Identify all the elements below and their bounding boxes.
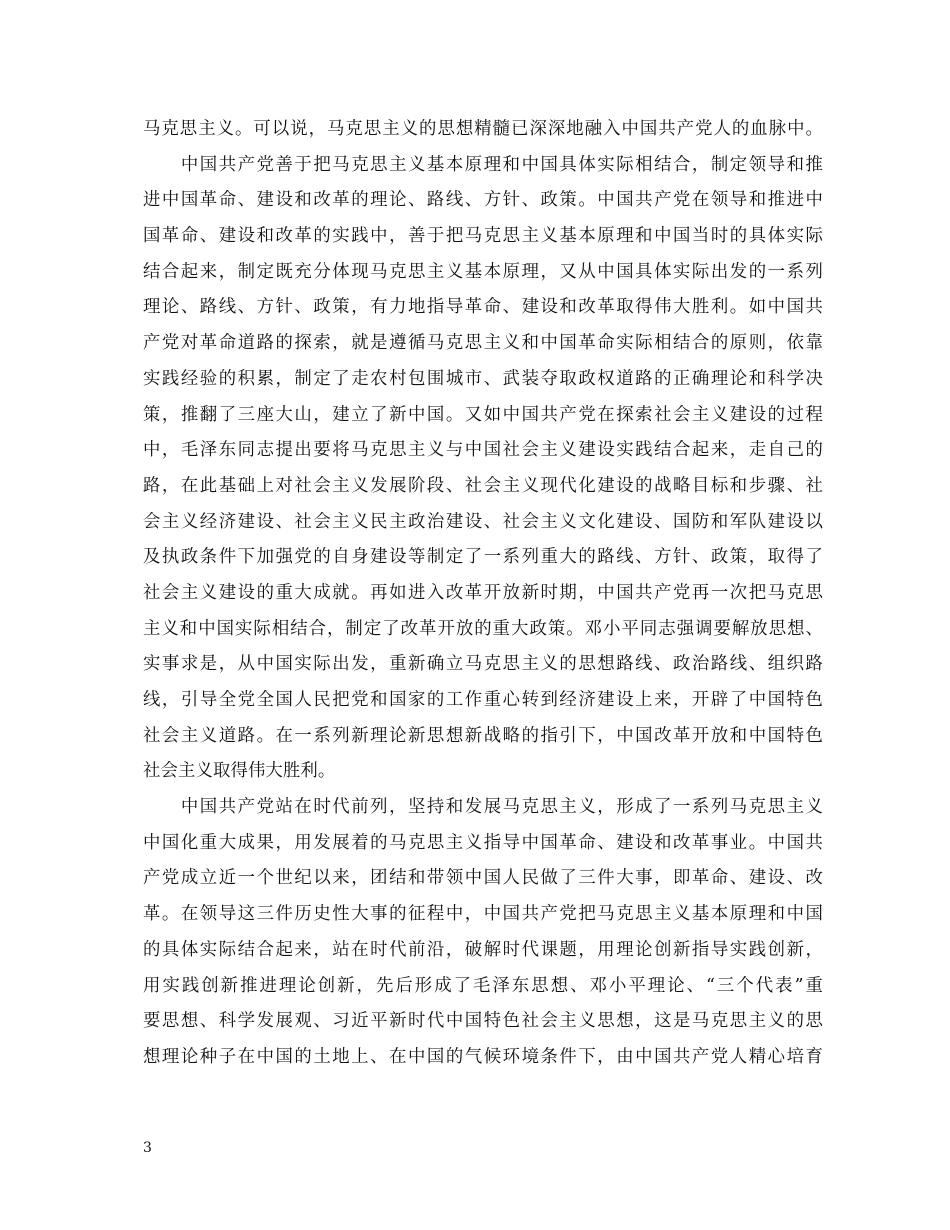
text-line: 革。在领导这三件历史性大事的征程中，中国共产党把马克思主义基本原理和中国 — [143, 904, 823, 925]
text-line: 线，引导全党全国人民把党和国家的工作重心转到经济建设上来，开辟了中国特色 — [143, 690, 823, 710]
text-line: 路，在此基础上对社会主义发展阶段、社会主义现代化建设的战略目标和步骤、社 — [143, 475, 823, 496]
text-line: 结合起来，制定既充分体现马克思主义基本原理，又从中国具体实际出发的一系列 — [143, 261, 823, 282]
text-line: 中国化重大成果，用发展着的马克思主义指导中国革命、建设和改革事业。中国共 — [143, 832, 823, 853]
text-line: 社会主义建设的重大成就。再如进入改革开放新时期，中国共产党再一次把马克思 — [143, 582, 823, 603]
text-line: 中国共产党站在时代前列，坚持和发展马克思主义，形成了一系列马克思主义 — [143, 797, 823, 818]
text-line: 国革命、建设和改革的实践中，善于把马克思主义基本原理和中国当时的具体实际 — [143, 226, 823, 247]
text-line: 马克思主义。可以说，马克思主义的思想精髓已深深地融入中国共产党人的血脉中。 — [143, 119, 823, 139]
text-line: 中国共产党善于把马克思主义基本原理和中国具体实际相结合，制定领导和推 — [143, 154, 823, 175]
text-line: 及执政条件下加强党的自身建设等制定了一系列重大的路线、方针、政策，取得了 — [143, 547, 823, 568]
text-line: 的具体实际结合起来，站在时代前沿，破解时代课题，用理论创新指导实践创新， — [143, 939, 823, 960]
body-text — [143, 112, 823, 1076]
text-line: 会主义经济建设、社会主义民主政治建设、社会主义文化建设、国防和军队建设以 — [143, 511, 823, 532]
text-line: 社会主义道路。在一系列新理论新思想新战略的指引下，中国改革开放和中国特色 — [143, 725, 823, 746]
text-line: 策，推翻了三座大山，建立了新中国。又如中国共产党在探索社会主义建设的过程 — [143, 404, 823, 425]
text-line: 主义和中国实际相结合，制定了改革开放的重大政策。邓小平同志强调要解放思想、 — [143, 618, 823, 639]
text-line: 想理论种子在中国的土地上、在中国的气候环境条件下，由中国共产党人精心培育 — [143, 1046, 823, 1067]
text-line: 理论、路线、方针、政策，有力地指导革命、建设和改革取得伟大胜利。如中国共 — [143, 297, 823, 318]
text-line: 产党对革命道路的探索，就是遵循马克思主义和中国革命实际相结合的原则，依靠 — [143, 333, 823, 354]
text-line: 中，毛泽东同志提出要将马克思主义与中国社会主义建设实践结合起来，走自己的 — [143, 440, 823, 461]
text-line: 要思想、科学发展观、习近平新时代中国特色社会主义思想，这是马克思主义的思 — [143, 1011, 823, 1032]
text-line: 进中国革命、建设和改革的理论、路线、方针、政策。中国共产党在领导和推进中 — [143, 190, 823, 211]
text-line: 社会主义取得伟大胜利。 — [143, 761, 336, 782]
text-line: 实践经验的积累，制定了走农村包围城市、武装夺取政权道路的正确理论和科学决 — [143, 368, 823, 389]
text-line: 实事求是，从中国实际出发，重新确立马克思主义的思想路线、政治路线、组织路 — [143, 654, 823, 675]
text-line: 用实践创新推进理论创新，先后形成了毛泽东思想、邓小平理论、“三个代表”重 — [143, 975, 823, 996]
page-number: 3 — [143, 1140, 152, 1156]
text-line: 产党成立近一个世纪以来，团结和带领中国人民做了三件大事，即革命、建设、改 — [143, 868, 823, 889]
